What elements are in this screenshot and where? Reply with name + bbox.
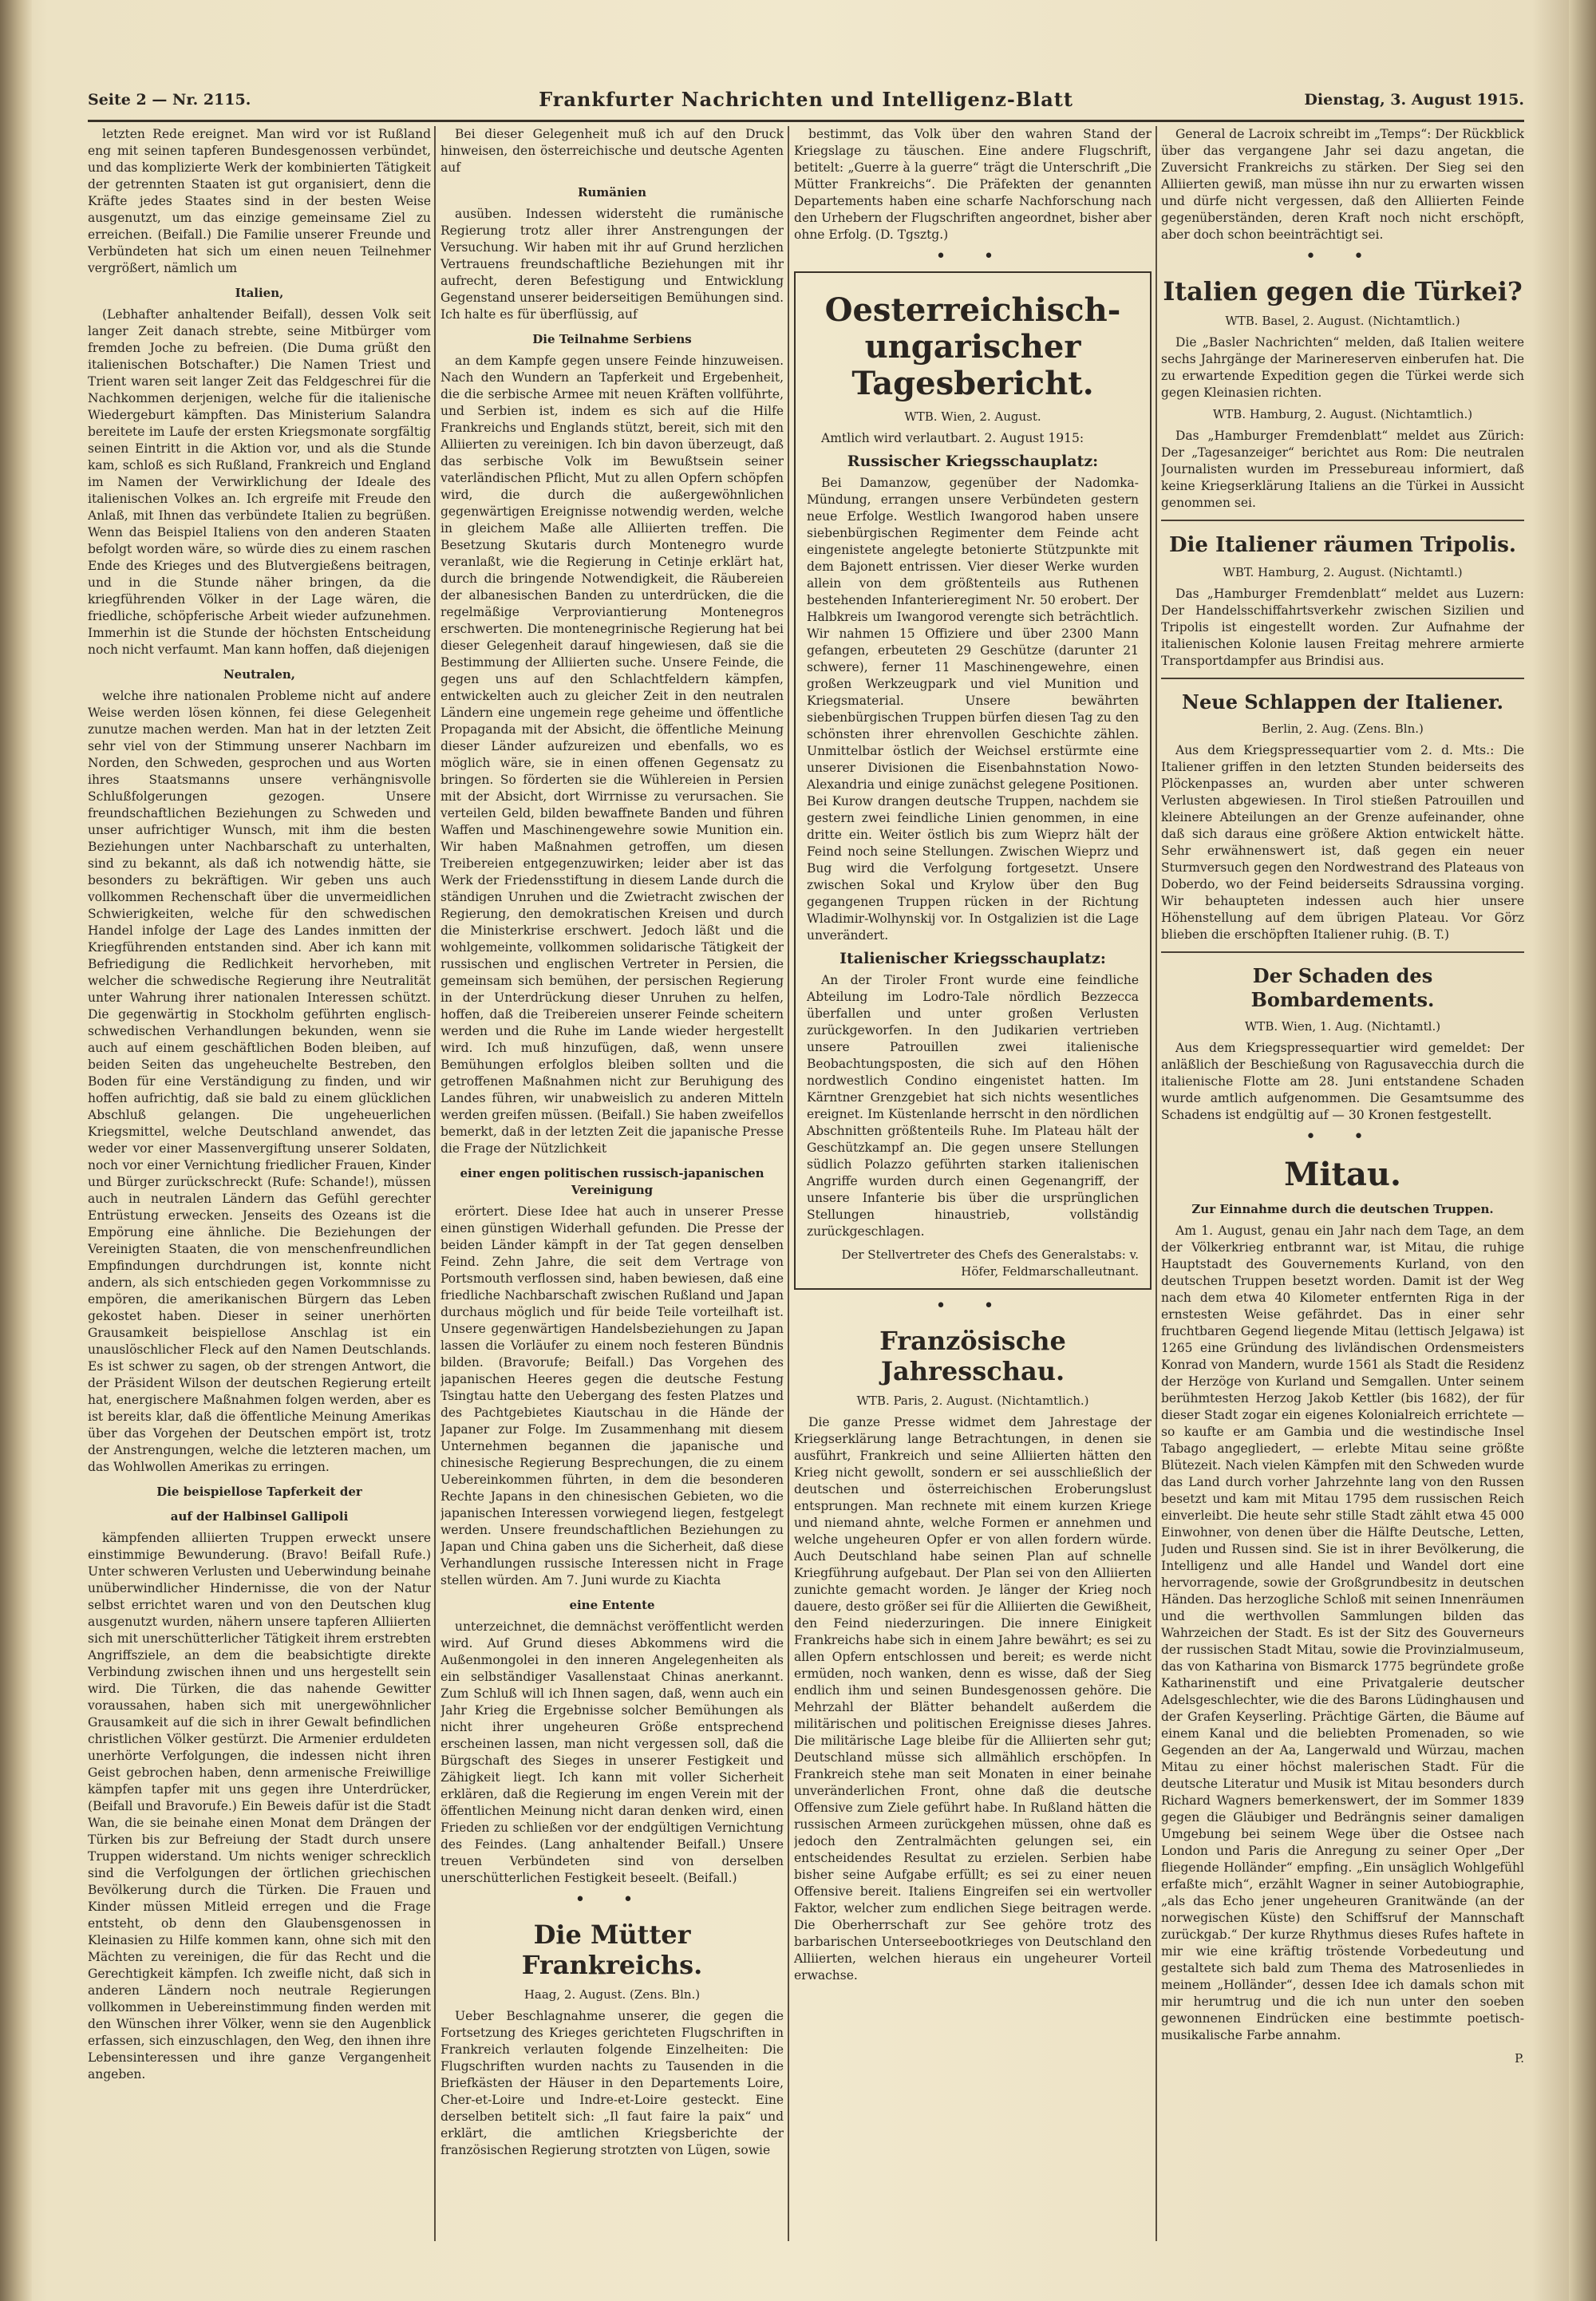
report-box — [794, 271, 1152, 1290]
column-4 — [1161, 126, 1524, 2241]
headline: Neue Schlappen der Italiener. — [1182, 690, 1503, 714]
paragraph: Bei dieser Gelegenheit muß ich auf den Druck hinweisen, den österreichische und deutsche Agenten auf — [440, 127, 784, 175]
paragraph: Das „Hamburger Fremdenblatt“ meldet aus Zürich: Der „Tagesanzeiger“ berichtet aus Rom: Die neutralen Journalisten wurden im Pressebureau informiert, daß keine Kriegserklärung Italiens an die Türkei in Aussicht genommen sei. — [1161, 429, 1524, 510]
page-edge — [1569, 0, 1596, 2301]
dateline: Berlin, 2. Aug. (Zens. Bln.) — [1262, 722, 1424, 736]
dateline: WTB. Wien, 2. August. — [904, 409, 1041, 424]
column-2 — [440, 126, 784, 2241]
column-rule — [788, 126, 789, 2241]
divider — [1161, 951, 1524, 953]
paragraph: Ueber Beschlagnahme unserer, die gegen die Fortsetzung des Krieges gerichteten Flugschriften in Frankreich verlauten folgende Einzelheiten: Die Flugschriften wurden nachts zu Tausenden in die Briefkästen der Häuser in den Departements Loire, Cher-et-Loire und Indre-et-Loire gesteckt. Eine derselben betitelt sich: „Il faut faire la paix“ und erklärt, die amtlichen Kriegsberichte der französischen Regierung strotzten von Lügen, sowie — [440, 2009, 784, 2157]
dateline: WTB. Wien, 1. Aug. (Nichtamtl.) — [1244, 1019, 1441, 1034]
subheading: Neutralen, — [223, 667, 296, 682]
paragraph: bestimmt, das Volk über den wahren Stand der Kriegslage zu täuschen. Eine andere Flugschrift, betitelt: „Guerre à la guerre“ trägt die Unterschrift „Die Mütter Frankreichs“. Die Präfekten der genannten Departements haben eine scharfe Nachforschung nach den Urhebern der Flugschriften angeordnet, bisher aber ohne Erfolg. (D. Tgsztg.) — [794, 127, 1152, 242]
headline: Die Mütter Frankreichs. — [521, 1919, 703, 1980]
paragraph: ausüben. Indessen widersteht die rumänische Regierung trotz aller ihrer Anstrengungen der Versuchung. Wir haben mit ihr auf Grund herzlichen Vertrauens freundschaftliche Beziehungen mit ihr aufrecht, deren Befestigung und Entwicklung Gegenstand unserer beiderseitigen Bemühungen sind. Ich halte es für überflüssig, auf — [440, 207, 784, 322]
paragraph: welche ihre nationalen Probleme nicht auf andere Weise werden lösen können, fei diese Gelegenheit zunutze machen werden. Man hat in der letzten Zeit sehr viel von der Stimmung unserer Nachbarn im Norden, den Schweden, gesprochen und aus Worten ihres Staatsmanns unsere verhängnisvolle Schlußfolgerungen gezogen. Unsere freundschaftlichen Beziehungen zu Schweden und unser aufrichtiger Wunsch, mit ihm die besten Beziehungen unter Nachbarschaft zu unterhalten, sind zu bekannt, als daß ich notwendig hätte, sie besonders zu bekräftigen. Wir geben uns auch vollkommen Rechenschaft über die unvermeidlichen Schwierigkeiten, welche für den schwedischen Handel infolge der Lage des Landes inmitten der Kriegführenden entstanden sind. Aber ich kann mit Befriedigung die Redlichkeit hervorheben, mit welcher die schwedische Regierung ihre Neutralität unter Wahrung ihrer nationalen Interessen schützt. Die gegenwärtig in Stockholm geführten englisch-schwedischen Verhandlungen bekunden, wenn sie auch auf einem geschäftlichen Boden bleiben, auf beiden Seiten das ungeheuchelte Bestreben, den Boden für eine Verständigung zu finden, und wir hoffen aufrichtig, daß sie bald zu einem glücklichen Abschluß gelangen. Die ungeheuerlichen Kriegsmittel, welche Deutschland anwendet, das weder vor einer Massenvergiftung unserer Soldaten, noch vor einer Vernichtung friedlicher Frauen, Kinder und Bürger zurückschreckt (Rufe: Schande!), müssen auch in neutralen Ländern das Gefühl gerechter Entrüstung erwecken. Jenseits des Ozeans ist die Empörung eine ähnliche. Die Beziehungen der Vereinigten Staaten, die von menschenfreundlichen Empfindungen durchdrungen ist, konnte nicht andern, als sich entschieden gegen Vorkommnisse zu empören, die amerikanischen Bürgern das Leben gekostet haben. Dieser in seiner unerhörten Grausamkeit beispiellose Anschlag ist ein unauslöschlicher Fleck auf den Namen Deutschlands. Es ist schwer zu sagen, ob der strengen Antwort, die der Präsident Wilson der deutschen Regierung erteilt hat, energischere Maßnahmen folgen werden, aber es ist bereits klar, daß die öffentliche Meinung Amerikas über das Vorgehen der Deutschen empört ist, trotz der Anstrengungen, welche die letzteren machen, um das Wohlwollen Amerikas zu erringen. — [88, 689, 431, 1474]
paragraph: Amtlich wird verlautbart. 2. August 1915: — [821, 431, 1084, 445]
divider — [1161, 520, 1524, 521]
headline: Französische Jahresschau. — [879, 1326, 1066, 1386]
separator: • • — [1306, 1127, 1380, 1147]
paragraph: (Lebhafter anhaltender Beifall), dessen Volk seit langer Zeit danach strebte, seine Mitbürger vom fremden Joche zu befreien. (Die Duma grüßt den italienischen Botschafter.) Die Namen Triest und Trient waren seit langer Zeit das Feldgeschrei für die Nachkommen derjenigen, welche für die italienische Wiedergeburt kämpften. Das Ministerium Salandra bereitete im Laufe der ersten Kriegsmonate sorgfältig seinen Eintritt in die Aktion vor, und als die Stunde kam, schloß es sich Rußland, Frankreich und England im Namen der Verwirklichung der Ideale des italienischen Volkes an. Ich ergreife mit Freude den Anlaß, mit Ihnen das verbündete Italien zu begrüßen. Wenn das Beispiel Italiens von den anderen Staaten befolgt worden wäre, so würde dies zu einem raschen Ende des Krieges und des Blutvergießens beitragen, und in die Stunde näher bringen, da die kriegführenden Völker in der Lage wären, die friedliche, schöpferische Arbeit wieder aufzunehmen. Immerhin ist die Stunde der höchsten Entscheidung noch nicht verfaumt. Man kann hoffen, daß diejenigen — [88, 307, 431, 657]
subheading: auf der Halbinsel Gallipoli — [170, 1509, 349, 1524]
headline: Mitau. — [1284, 1156, 1401, 1193]
subheading: eine Entente — [569, 1598, 655, 1612]
headline: Die Italiener räumen Tripolis. — [1169, 533, 1516, 557]
paragraph: Die „Basler Nachrichten“ melden, daß Italien weitere sechs Jahrgänge der Marinereserven einberufen hat. Die zu erwartende Expedition gegen die Türkei werde sich gegen Kleinasien richten. — [1161, 335, 1524, 400]
paragraph: an dem Kampfe gegen unsere Feinde hinzuweisen. Nach den Wundern an Tapferkeit und Ergebenheit, die die serbische Armee mit neuen Kräften vollführte, und Serbien ist, indem es sich auf die Hilfe Frankreichs und Englands stützt, bereit, sich mit den Alliierten zu vereinigen. Ich bin davon überzeugt, daß das serbische Volk im Bewußtsein seiner vaterländischen Pflicht, Mut zu allen Opfern schöpfen wird, die durch die außergewöhnlichen gegenwärtigen Ereignisse notwendig werden, welche in gleichem Maße alle Alliierten treffen. Die Besetzung Skutaris durch Montenegro wurde veranlaßt, wie die Regierung in Cetinje erklärt hat, durch die bringende Notwendigkeit, die Räubereien der albanesischen Banden zu unterdrücken, die die regelmäßige Verproviantierung Montenegros erschwerten. Die montenegrinische Regierung hat bei dieser Gelegenheit darauf hingewiesen, daß sie die Bestimmung der Alliierten suche. Unsere Feinde, die gegen uns auf den Schlachtfeldern kämpfen, entwickelten auch zu gleicher Zeit in den neutralen Ländern eine ungemein rege geheime und öffentliche Propaganda mit der Absicht, die öffentliche Meinung dieser Länder aufzureizen und ebenfalls, wo es möglich wäre, sie in einen offenen Gegensatz zu bringen. So förderten sie die Wühlereien in Persien mit der Absicht, dort Wirrnisse zu verursachen. Sie verteilen Geld, bilden bewaffnete Banden und führen Waffen und Maschinengewehre sowie Munition ein. Wir haben Maßnahmen getroffen, um diesen Treibereien entgegenzuwirken; leider aber ist das Werk der Friedensstiftung in diesem Lande durch die ständigen Unruhen und die Zwietracht zwischen der Regierung, den demokratischen Kreisen und durch die Ministerkrise erschwert. Jedoch läßt und die wohlgemeinte, vollkommen solidarische Tätigkeit der russischen und englischen Vertreter in Persien, die gemeinsam sich bemühen, der persischen Regierung in der Unterdrückung dieser Unruhen zu helfen, hoffen, daß die Treibereien unserer Feinde scheitern werden und die Ruhe im Lande wieder hergestellt wird. Ich muß hinzufügen, daß, wenn unsere Bemühungen erfolglos bleiben sollten und die getroffenen Maßnahmen nicht zur Beruhigung des Landes führen, wir unabweislich zu anderen Mitteln werden greifen müssen. (Beifall.) Sie haben zweifellos bemerkt, daß in der letzten Zeit die japanische Presse die Frage der Nützlichkeit — [440, 354, 784, 1156]
issue-date: Dienstag, 3. August 1915. — [1304, 91, 1524, 109]
column-rule — [434, 126, 436, 2241]
paragraph: Aus dem Kriegspressequartier wird gemeldet: Der anläßlich der Beschießung von Ragusavecchia durch die italienische Flotte am 28. Juni entstandene Schaden wurde amtlich aufgenommen. Die Gesamtsumme des Schadens ist endgültig auf — 30 Kronen festgestellt. — [1161, 1041, 1524, 1122]
separator: • • — [1306, 247, 1380, 267]
headline: Oesterreichisch-ungarischer Tagesbericht. — [824, 291, 1121, 402]
paragraph: Aus dem Kriegspressequartier vom 2. d. Mts.: Die Italiener griffen in den letzten Stunden beiderseits des Plöckenpasses an, wurden aber unter schweren Verlusten abgewiesen. In Tirol stießen Patrouillen und kleinere Abteilungen an der Grenze aufeinander, ohne daß sich daraus eine größere Aktion entwickelt hätte. Sehr erwähnenswert ist, daß gegen ein neuer Sturmversuch gegen den Nordwestrand des Plateaus von Doberdo, wo der Feind beiderseits Sdraussina vorging. Wir behaupteten indessen auch hier unsere Höhenstellung auf dem übrigen Plateau. Vor Görz blieben die erschöpften Italiener ruhig. (B. T.) — [1161, 743, 1524, 942]
paragraph: Bei Damanzow, gegenüber der Nadomka-Mündung, errangen unsere Verbündeten gestern neue Erfolge. Westlich Iwangorod haben unsere siebenbürgischen Regimenter dem Feinde acht eingenistete angelegte betonierte Stützpunkte mit dem Bajonett entrissen. Vier dieser Werke wurden allein von dem größtenteils aus Ruthenen bestehenden Infanterieregiment Nr. 50 erobert. Der Halbkreis um Iwangorod verengte sich beträchtlich. Wir nahmen 15 Offiziere und über 2300 Mann gefangen, erbeuteten 29 Geschütze (darunter 21 schwere), ferner 11 Maschinengewehre, einen großen Werkzeugpark und viel Munition und Kriegsmaterial. Unsere bewährten siebenbürgischen Truppen bürfen diesen Tag zu den schönsten ihrer ehrenvollen Geschichte zählen. Unmittelbar östlich der Weichsel erstürmte eine unserer Divisionen die Eisenbahnstation Nowo-Alexandria und einige zunächst gelegene Positionen. Bei Kurow drangen deutsche Truppen, nachdem sie gestern zwei feindliche Linien genommen, in eine dritte ein. Weiter östlich bis zum Wieprz hält der Feind noch seine Stellungen. Zwischen Wieprz und Bug wird die Verfolgung fortgesetzt. Unsere zwischen Sokal und Krylow über den Bug gegangenen Truppen rücken in der Richtung Wladimir-Wolhynskij vor. In Ostgalizien ist die Lage unverändert. — [807, 476, 1139, 943]
paragraph: erörtert. Diese Idee hat auch in unserer Presse einen günstigen Widerhall gefunden. Die Presse der beiden Länder kämpft in der Tat gegen denselben Feind. Zehn Jahre, die seit dem Vertrage von Portsmouth verflossen sind, haben bewiesen, daß eine friedliche Nachbarschaft zwischen Rußland und Japan durchaus möglich und für beide Teile vorteilhaft ist. Unsere gegenwärtigen Handelsbeziehungen zu Japan lassen die Vorläufer zu einem noch festeren Bündnis bilden. (Bravorufe; Beifall.) Das Vorgehen des japanischen Heeres gegen die deutsche Festung Tsingtau hatte den Uebergang des festen Platzes und des Pachtgebietes Kiautschau in die Hände der Japaner zur Folge. Im Zusammenhang mit diesem Unternehmen begannen die japanische und chinesische Regierung Besprechungen, die zu einem Uebereinkommen führten, in dem die besonderen Rechte Japans in den chinesischen Gebieten, wo die japanischen Interessen vorwiegend liegen, festgelegt werden. Unsere freundschaftlichen Beziehungen zu Japan und China gaben uns die Sicherheit, daß diese Verhandlungen russische Interessen nicht in Frage stellen würden. Am 7. Juni wurde zu Kiachta — [440, 1204, 784, 1587]
column-rule — [1156, 126, 1157, 2241]
section-heading: Russischer Kriegsschauplatz: — [847, 453, 1099, 470]
paragraph: Die ganze Presse widmet dem Jahrestage der Kriegserklärung lange Betrachtungen, in denen sie ausführt, Frankreich und seine Alliierten hätten den Krieg nicht gewollt, sondern er sei ausschließlich der deutschen und österreichischen Eroberungslust entsprungen. Man rechnete mit einem kurzen Kriege und niemand ahnte, welche Formen er annehmen und welche ungeheuren Opfer er von allen fordern würde. Auch Deutschland habe seinen Plan auf schnelle Kriegführung aufgebaut. Der Plan sei von den Alliierten zunichte gemacht worden. Je länger der Krieg noch dauere, desto größer sei für die Alliierten die Gewißheit, den Feind niederzuringen. Die innere Einigkeit Frankreichs habe sich in einem Jahre bewährt; es sei zu allen Opfern entschlossen und bereit; es werde nicht ermüden, noch wanken, denn es wisse, daß der Sieg endlich ihm und seinen Bundesgenossen gehöre. Die Mehrzahl der Blätter behandelt außerdem die militärischen und politischen Ereignisse dieses Jahres. Die militärische Lage bleibe für die Alliierten sehr gut; Deutschland müsse sich allmählich erschöpfen. In Frankreich stehe man seit Monaten in einer beinahe unveränderlichen Front, ohne daß die deutsche Offensive zum Ziele geführt habe. In Rußland hätten die russischen Armeen zurückgehen müssen, ohne daß es jedoch den Zentralmächten gelungen sei, ein entscheidendes Resultat zu erzielen. Serbien habe bisher seine Aufgabe erfüllt; es sei zu einer neuen Offensive bereit. Italiens Eingreifen sei ein wertvoller Faktor, welcher zum endlichen Siege beitragen werde. Die Oberherrschaft zur See gehöre trotz des barbarischen Unterseebootkrieges von Deutschland den Alliierten, welchen hieraus ein ungeheurer Vorteil erwachse. — [794, 1415, 1152, 1983]
dateline: Haag, 2. August. (Zens. Bln.) — [523, 1987, 701, 2002]
paragraph: letzten Rede ereignet. Man wird vor ist Rußland eng mit seinen tapferen Bundesgenossen verbündet, und das komplizierte Werk der kombinierten Tätigkeit der getrennten Staaten ist gut organisiert, denn die Kräfte jedes Staates sind in der besten Weise ausgenutzt, um das einzige gemeinsame Ziel zu erreichen. (Beifall.) Die Familie unserer Freunde und Verbündeten hat sich um einen neuen Teilnehmer vergrößert, nämlich um — [88, 127, 431, 275]
paragraph: Am 1. August, genau ein Jahr nach dem Tage, an dem der Völkerkrieg entbrannt war, ist Mitau, die ruhige Hauptstadt des Gouvernements Kurland, von den deutschen Truppen besetzt worden. Damit ist der Weg nach dem etwa 40 Kilometer entfernten Riga in der ernstesten Weise gefährdet. Das in einer sehr fruchtbaren Gegend liegende Mitau (lettisch Jelgawa) ist 1265 eine Gründung des livländischen Ordensmeisters Konrad von Mandern, wurde 1561 als Stadt die Residenz der Herzöge von Kurland und Semgallen. Unter seinem berühmtesten Herzog Jakob Kettler (bis 1682), der für dieser Stadt zogar ein eigenes Kolonialreich errichtete — so kaufte er am Gambia und die westindische Insel Tabago angegliedert, — erlebte Mitau seine größte Blütezeit. Nach vielen Kämpfen mit den Schweden wurde das Land durch vorher Jahrzehnte lang von den Russen besetzt und kam mit Mitau 1795 dem russischen Reich einverleibt. Die heute sehr stille Stadt zählt etwa 45 000 Einwohner, von denen über die Hälfte Deutsche, Letten, Juden und Russen sind. Sie ist in ihrer Bevölkerung, die Intelligenz und alle Handel und Wandel dort eine hervorragende, sowie der Großgrundbesitz in deutschen Händen. Das herzogliche Schloß mit seinen Innenräumen und die werthvollen Sammlungen bilden das Wahrzeichen der Stadt. Es ist der Sitz des Gouverneurs der russischen Stadt Mitau, sowie die Provinzialmuseum, das von Katharina von Bismarck 1775 begründete große Katharinenstift und eine Privatgalerie deutscher Adelsgeschlechter, wie die des Barons Lüdinghausen und der Grafen Keyserling. Prächtige Gärten, die Bäume auf einem Kanal und die beliebten Promenaden, so wie Gegenden an der Aa, Langerwald und Würzau, machen Mitau zu einer höchst malerischen Stadt. Für die deutsche Literatur und Musik ist Mitau besonders durch Richard Wagners bemerkenswert, der im Sommer 1839 gegen die Gläubiger und Bedrängnis seiner damaligen Umgebung bei seinem Wege über die Ostsee nach London und Paris die Anregung zu seiner Oper „Der fliegende Holländer“ empfing. „Ein unsäglich Wohlgefühl erfaßte mich“, erzählt Wagner in seiner Autobiographie, „als das Echo jener ungeheuren Granitwände (an der norwegischen Küste) den Schiffsruf der Mannschaft zurückgab.“ Der kurze Rhythmus dieses Rufes haftete in mir wie eine kräftig tröstende Vorbedeutung und gestaltete sich bald zum Thema des Matrosenliedes in meinem „Holländer“, dessen Idee ich damals schon mit mir herumtrug und die ich nun unter den soeben gewonnenen Eindrücken eine bestimmte poetisch-musikalische Farbe annahm. — [1161, 1224, 1524, 2042]
paragraph: Das „Hamburger Fremdenblatt“ meldet aus Luzern: Der Handelsschiffahrtsverkehr zwischen Sizilien und Tripolis ist eingestellt worden. Zur Aufnahme der italienischen Kolonie lausen Freitag mehrere armierte Transportdampfer aus Brindisi aus. — [1161, 587, 1524, 668]
paragraph: unterzeichnet, die demnächst veröffentlicht werden wird. Auf Grund dieses Abkommens wird die Außenmongolei in den inneren Angelegenheiten als ein selbständiger Vasallenstaat Chinas anerkannt. Zum Schluß will ich Ihnen sagen, daß, wenn auch ein Jahr Krieg die Ergebnisse solcher Bemühungen als nicht ihrer ungeheuren Größe entsprechend erscheinen lassen, man nicht vergessen soll, daß die Bürgschaft des Sieges in unserer Festigkeit und Zähigkeit liegt. Ich kann mit voller Sicherheit erklären, daß die Regierung im engen Verein mit der öffentlichen Meinung nicht daran denken wird, einen Frieden zu schließen vor der endgültigen Vernichtung des Feindes. (Lang anhaltender Beifall.) Unsere treuen Verbündeten sind von derselben unerschütterlichen Festigkeit beseelt. (Beifall.) — [440, 1619, 784, 1885]
paragraph: General de Lacroix schreibt im „Temps“: Der Rückblick über das vergangene Jahr sei dazu angetan, die Zuversicht Frankreichs zu stärken. Der Sieg sei den Alliierten gewiß, man müsse ihn nur zu erwarten wissen und dürfe nicht vergessen, daß den Alliierten Feinde gegenüberständen, deren Kraft noch nicht erschöpft, aber doch schon beeinträchtigt sei. — [1161, 127, 1524, 242]
masthead — [88, 88, 1524, 122]
page-number: Seite 2 — Nr. 2115. — [88, 91, 251, 109]
separator: • • — [935, 1296, 1010, 1316]
subheading: Die Teilnahme Serbiens — [532, 332, 692, 346]
newspaper-title: Frankfurter Nachrichten und Intelligenz-Blatt — [539, 88, 1073, 111]
dateline: WTB. Paris, 2. August. (Nichtamtlich.) — [856, 1394, 1089, 1408]
divider — [1161, 678, 1524, 679]
signature: P. — [1515, 2051, 1524, 2066]
subheading: Rumänien — [577, 185, 646, 200]
signature: Der Stellvertreter des Chefs des Generalstabs: v. Höfer, Feldmarschalleutnant. — [841, 1247, 1139, 1279]
subheading: Die beispiellose Tapferkeit der — [156, 1485, 362, 1499]
binding-spine — [0, 0, 32, 2301]
column-1 — [88, 126, 431, 2241]
subheading: Zur Einnahme durch die deutschen Truppen. — [1191, 1202, 1494, 1216]
dateline: WTB. Hamburg, 2. August. (Nichtamtlich.) — [1212, 407, 1473, 421]
subheading: einer engen politischen russisch-japanischen Vereinigung — [460, 1166, 764, 1197]
paragraph: kämpfenden alliierten Truppen erweckt unsere einstimmige Bewunderung. (Bravo! Beifall Rufe.) Unter schweren Verlusten und Ueberwindung beinahe unüberwindlicher Hindernisse, die von der Natur selbst errichtet waren und von den Deutschen klug ausgenutzt wurden, nähern unsere tapferen Alliierten sich mit unerschütterlicher Tätigkeit ihrem erstrebten Angriffsziele, an dem die beabsichtigte direkte Verbindung zwischen ihnen und uns hergestellt sein wird. Die Türken, die das nahende Gewitter voraussahen, haben sich mit unergewöhnlicher Grausamkeit auf die sich in ihrer Gewalt befindlichen christlichen Völker gestürzt. Die Armenier erduldeten unerhörte Verfolgungen, die indessen nicht ihren Geist gebrochen haben, denn armenische Freiwillige kämpfen tapfer mit uns gegen ihre Unterdrücker, (Beifall und Bravorufe.) Ein Beweis dafür ist die Stadt Wan, die sie beinahe einen Monat dem Drängen der Türken bis zur Befreiung der Stadt durch unsere Truppen widerstand. Um nichts weniger schrecklich sind die Verfolgungen der örtlichen griechischen Bevölkerung durch die Türken. Die Frauen und Kinder müssen Mitleid erregen und die Frage entsteht, ob denn den Glaubensgenossen in Kleinasien zu Hilfe kommen kann, ohne sich mit den Mächten zu vereinigen, die für das Recht und die Gerechtigkeit kämpfen. Ich zweifle nicht, daß sich in anderen Ländern noch neutrale Regierungen vollkommen in Uebereinstimmung finden werden mit den Wünschen ihrer Völker, wenn sie den Augenblick erfassen, sich einzuschlagen, den Weg, den ihnen ihre Lebensinteressen und ihre ganze Vergangenheit angeben. — [88, 1531, 431, 2082]
dateline: WTB. Basel, 2. August. (Nichtamtlich.) — [1225, 314, 1460, 328]
section-heading: Italienischer Kriegsschauplatz: — [839, 950, 1106, 967]
column-3 — [794, 126, 1152, 2241]
headline: Der Schaden des Bombardements. — [1250, 964, 1435, 1011]
paragraph: An der Tiroler Front wurde eine feindliche Abteilung im Lodro-Tale nördlich Bezzecca überfallen und unter großen Verlusten zurückgeworfen. In den Judikarien vertrieben unsere Patrouillen zwei italienische Beobachtungsposten, die sich auf den Höhen nordwestlich Condino eingenistet hatten. Im Kärntner Grenzgebiet hat sich nichts wesentliches ereignet. Im Küstenlande herrscht in den nördlichen Abschnitten größtenteils Ruhe. Im Plateau hält der Geschützkampf an. Die gegen unsere Stellungen südlich Polazzo geführten starken italienischen Angriffe wurden durch einen Gegenangriff, der unsere Infanterie bis über die ursprünglichen Stellungen hinaustrieb, vollständig zurückgeschlagen. — [807, 973, 1139, 1239]
separator: • • — [575, 1890, 650, 1910]
separator: • • — [935, 247, 1010, 267]
headline: Italien gegen die Türkei? — [1163, 276, 1523, 306]
subheading: Italien, — [235, 286, 284, 300]
dateline: WBT. Hamburg, 2. August. (Nichtamtl.) — [1223, 565, 1463, 579]
